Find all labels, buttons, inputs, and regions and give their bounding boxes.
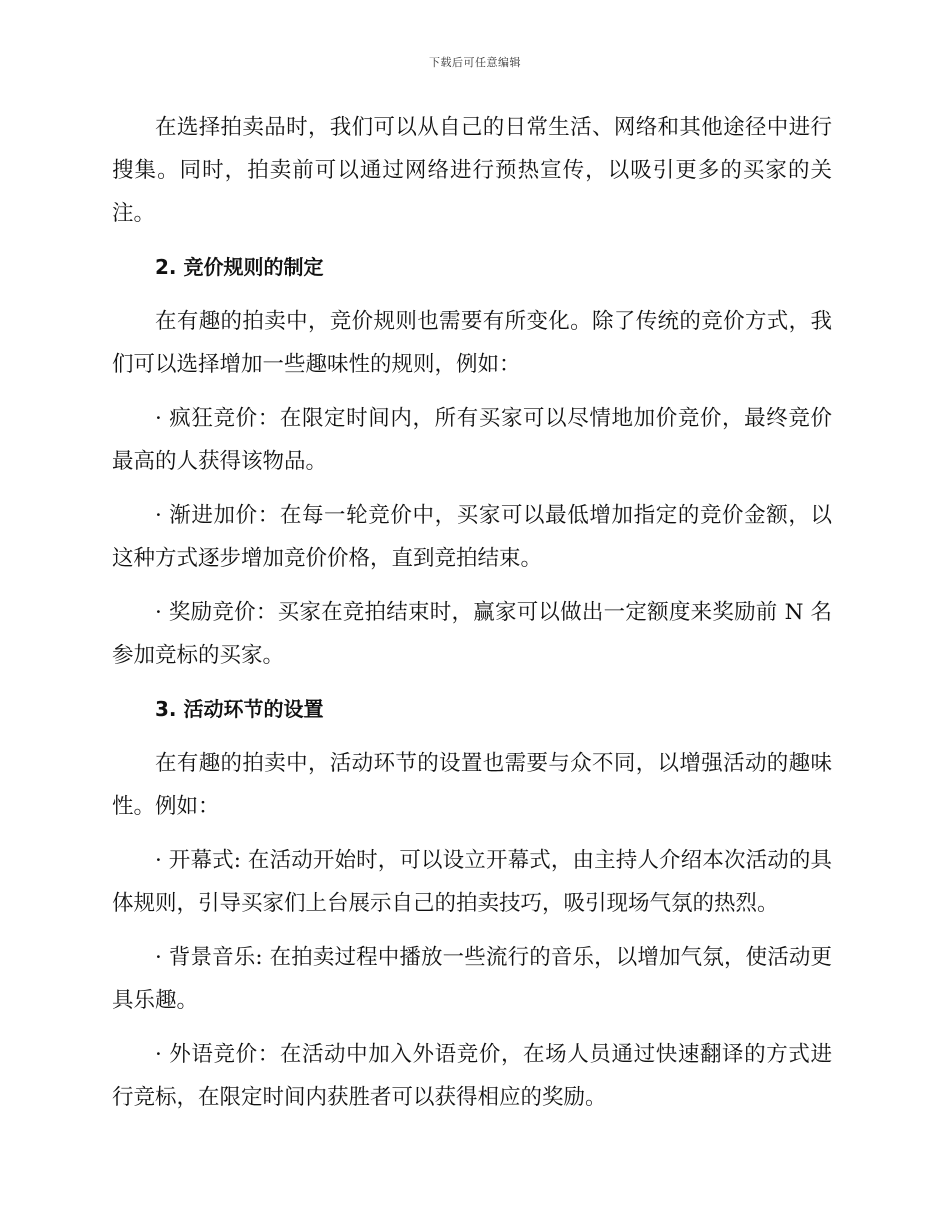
list-item-foreign-language-bidding: · 外语竞价：在活动中加入外语竞价，在场人员通过快速翻译的方式进行竞标，在限定时间内获胜者可以获得相应的奖励。 [112,1042,832,1110]
list-item-background-music: · 背景音乐: 在拍卖过程中播放一些流行的音乐，以增加气氛，使活动更具乐趣。 [112,945,832,1013]
page-header: 下载后可任意编辑 [429,56,521,69]
paragraph-activity-intro: 在有趣的拍卖中，活动环节的设置也需要与众不同，以增强活动的趣味性。例如： [112,751,832,819]
section-heading-bidding-rules: 2. 竞价规则的制定 [155,255,324,279]
paragraph-bidding-intro: 在有趣的拍卖中，竞价规则也需要有所变化。除了传统的竞价方式，我们可以选择增加一些趣味性的规则，例如： [112,309,832,377]
section-heading-activity-setup: 3. 活动环节的设置 [155,697,324,721]
list-item-opening-ceremony: · 开幕式: 在活动开始时，可以设立开幕式，由主持人介绍本次活动的具体规则，引导买家们上台展示自己的拍卖技巧，吸引现场气氛的热烈。 [112,848,832,916]
document-body [112,106,832,1130]
list-item-progressive-bidding: · 渐进加价：在每一轮竞价中，买家可以最低增加指定的竞价金额，以这种方式逐步增加竞价价格，直到竞拍结束。 [112,503,832,571]
list-item-crazy-bidding: · 疯狂竞价：在限定时间内，所有买家可以尽情地加价竞价，最终竞价最高的人获得该物品。 [112,406,832,474]
paragraph-item-sourcing: 在选择拍卖品时，我们可以从自己的日常生活、网络和其他途径中进行搜集。同时，拍卖前可以通过网络进行预热宣传，以吸引更多的买家的关注。 [112,115,832,226]
list-item-reward-bidding: · 奖励竞价：买家在竞拍结束时，赢家可以做出一定额度来奖励前 N 名参加竞标的买家。 [112,600,832,668]
